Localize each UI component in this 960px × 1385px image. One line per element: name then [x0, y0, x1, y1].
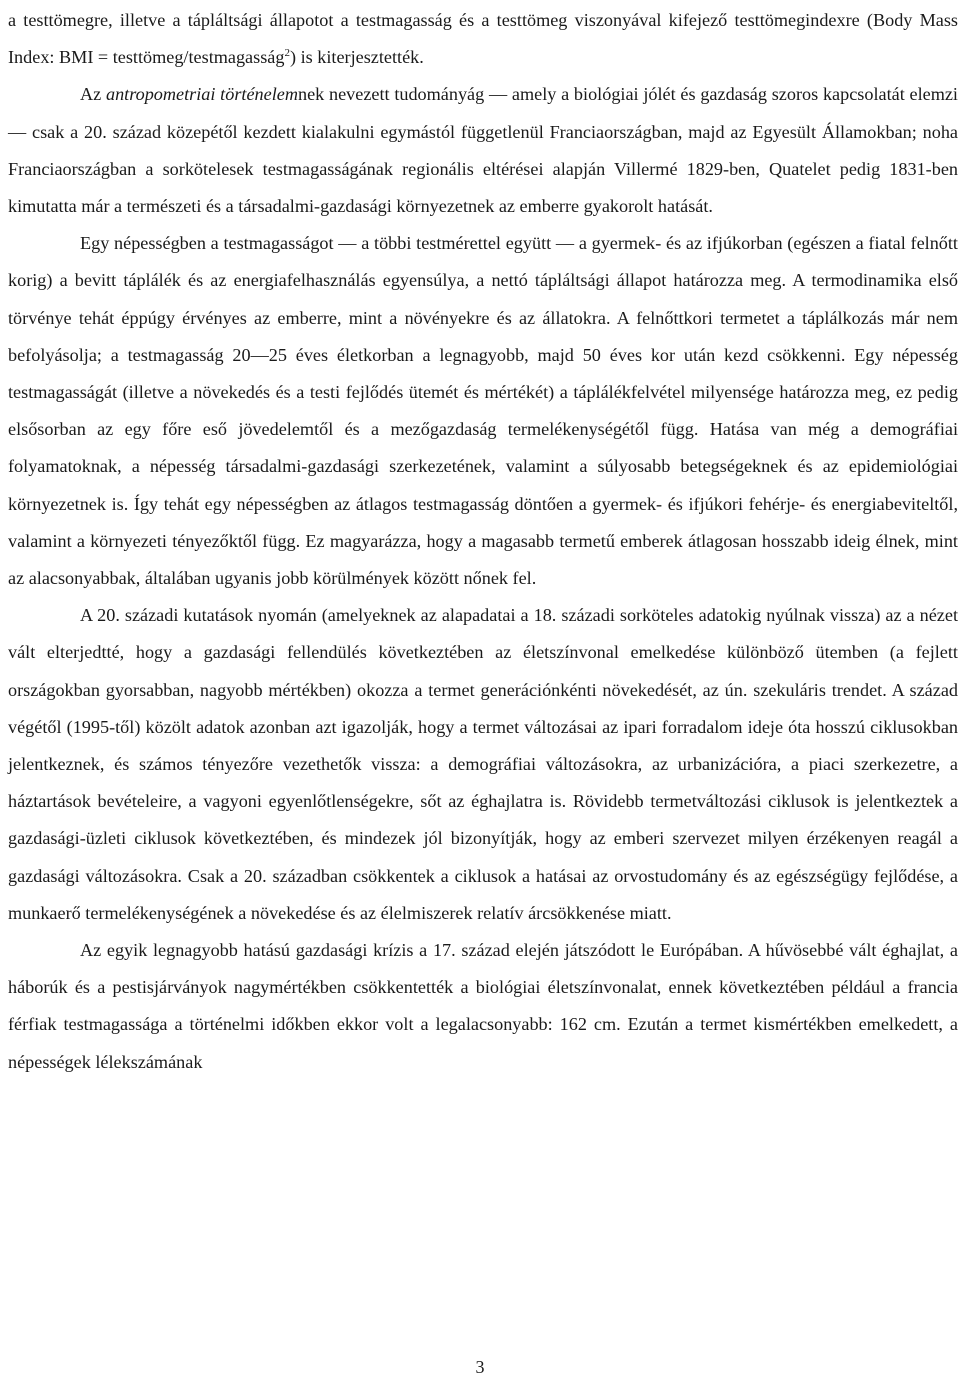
paragraph-2 — [8, 76, 958, 225]
italic-term: antropometriai történelem — [105, 84, 298, 105]
page-number: 3 — [475, 1357, 485, 1377]
paragraph-5: Az egyik legnagyobb hatású gazdasági krízis a 17. század elején játszódott le Európában. A hűvösebbé vált éghajlat, a háborúk és a pestisjárványok nagymértékben csökkentették a biológiai életszínvonalat, ennek következtében például a francia férfiak testmagassága a történelmi időkben ekkor volt a legalacsonyabb: 162 cm. Ezután a termet kismértékben emelkedett, a népességek lélekszámának — [8, 940, 958, 1072]
superscript-2: 2 — [284, 47, 290, 60]
paragraph-3: Egy népességben a testmagasságot ― a többi testmérettel együtt ― a gyermek- és az ifjúkorban (egészen a fiatal felnőtt korig) a bevitt táplálék és az energiafelhasználás egyensúlya, a nettó tápláltsági állapot határozza meg. A termodinamika első törvénye tehát éppúgy érvényes az emberre, mint a növényekre és az állatokra. A felnőttkori termetet a táplálkozás már nem befolyásolja; a testmagasság 20―25 éves életkorban a legnagyobb, majd 50 éves kor után kezd csökkenni. Egy népesség testmagasságát (illetve a növekedés és a testi fejlődés ütemét és mértékét) a táplálékfelvétel milyensége határozza meg, ez pedig elsősorban az egy főre eső jövedelemtől és a mezőgazdaság termelékenységétől függ. Hatása van még a demográfiai folyamatoknak, a népesség társadalmi-gazdasági szerkezetének, valamint a súlyosabb betegségeknek és az epidemiológiai környezetnek is. Így tehát egy népességben az átlagos testmagasság döntően a gyermek- és ifjúkori fehérje- és energiabeviteltől, valamint a környezeti tényezőktől függ. Ez magyarázza, hogy a magasabb termetű emberek átlagosan hosszabb ideig élnek, mint az alacsonyabbak, általában ugyanis jobb körülmények között nőnek fel. — [8, 233, 958, 589]
paragraph-2-prefix: Az — [80, 84, 106, 105]
paragraph-2-text: nek nevezett tudományág ― amely a biológiai jólét és gazdaság szoros kapcsolatát elemzi ― csak a 20. század közepétől kezdett kialakulni egymástól függetlenül Franciaországban, majd az Egyesült Államokban; noha Franciaországban a sorkötelesek testmagasságának regionális eltérései alapján Villermé 1829-ben, Quatelet pedig 1831-ben kimutatta már a természeti és a társadalmi-gazdasági környezetnek az emberre gyakorolt hatását. — [8, 84, 958, 217]
paragraph-1-text: a testtömegre, illetve a tápláltsági állapotot a testmagasság és a testtömeg viszonyával kifejező testtömegindexre (Body Mass Index: BMI = testtömeg/testmagasság — [8, 10, 958, 68]
paragraph-1-tail: ) is kiterjesztették. — [289, 47, 424, 68]
body-text — [8, 2, 958, 1081]
paragraph-1 — [8, 2, 958, 76]
paragraph-4: A 20. századi kutatások nyomán (amelyeknek az alapadatai a 18. századi sorköteles adatokig nyúlnak vissza) az a nézet vált elterjedtté, hogy a gazdasági fellendülés következtében az életszínvonal emelkedése különböző ütemben (a fejlett országokban gyorsabban, nagyobb mértékben) okozza a termet generációnkénti növekedését, az ún. szekuláris trendet. A század végétől (1995-től) közölt adatok azonban azt igazolják, hogy a termet változásai az ipari forradalom ideje óta hosszú ciklusokban jelentkeznek, és számos tényezőre vezethetők vissza: a demográfiai változásokra, az urbanizációra, a piaci szerkezetre, a háztartások bevételeire, a vagyoni egyenlőtlenségekre, sőt az éghajlatra is. Rövidebb termetváltozási ciklusok is jelentkeztek a gazdasági-üzleti ciklusok következtében, és mindezek jól bizonyítják, hogy az emberi szervezet milyen érzékenyen reagál a gazdasági változásokra. Csak a 20. században csökkentek a ciklusok a hatásai az orvostudomány és az egészségügy fejlődése, a munkaerő termelékenységének a növekedése és az élelmiszerek relatív árcsökkenése miatt. — [8, 605, 958, 923]
